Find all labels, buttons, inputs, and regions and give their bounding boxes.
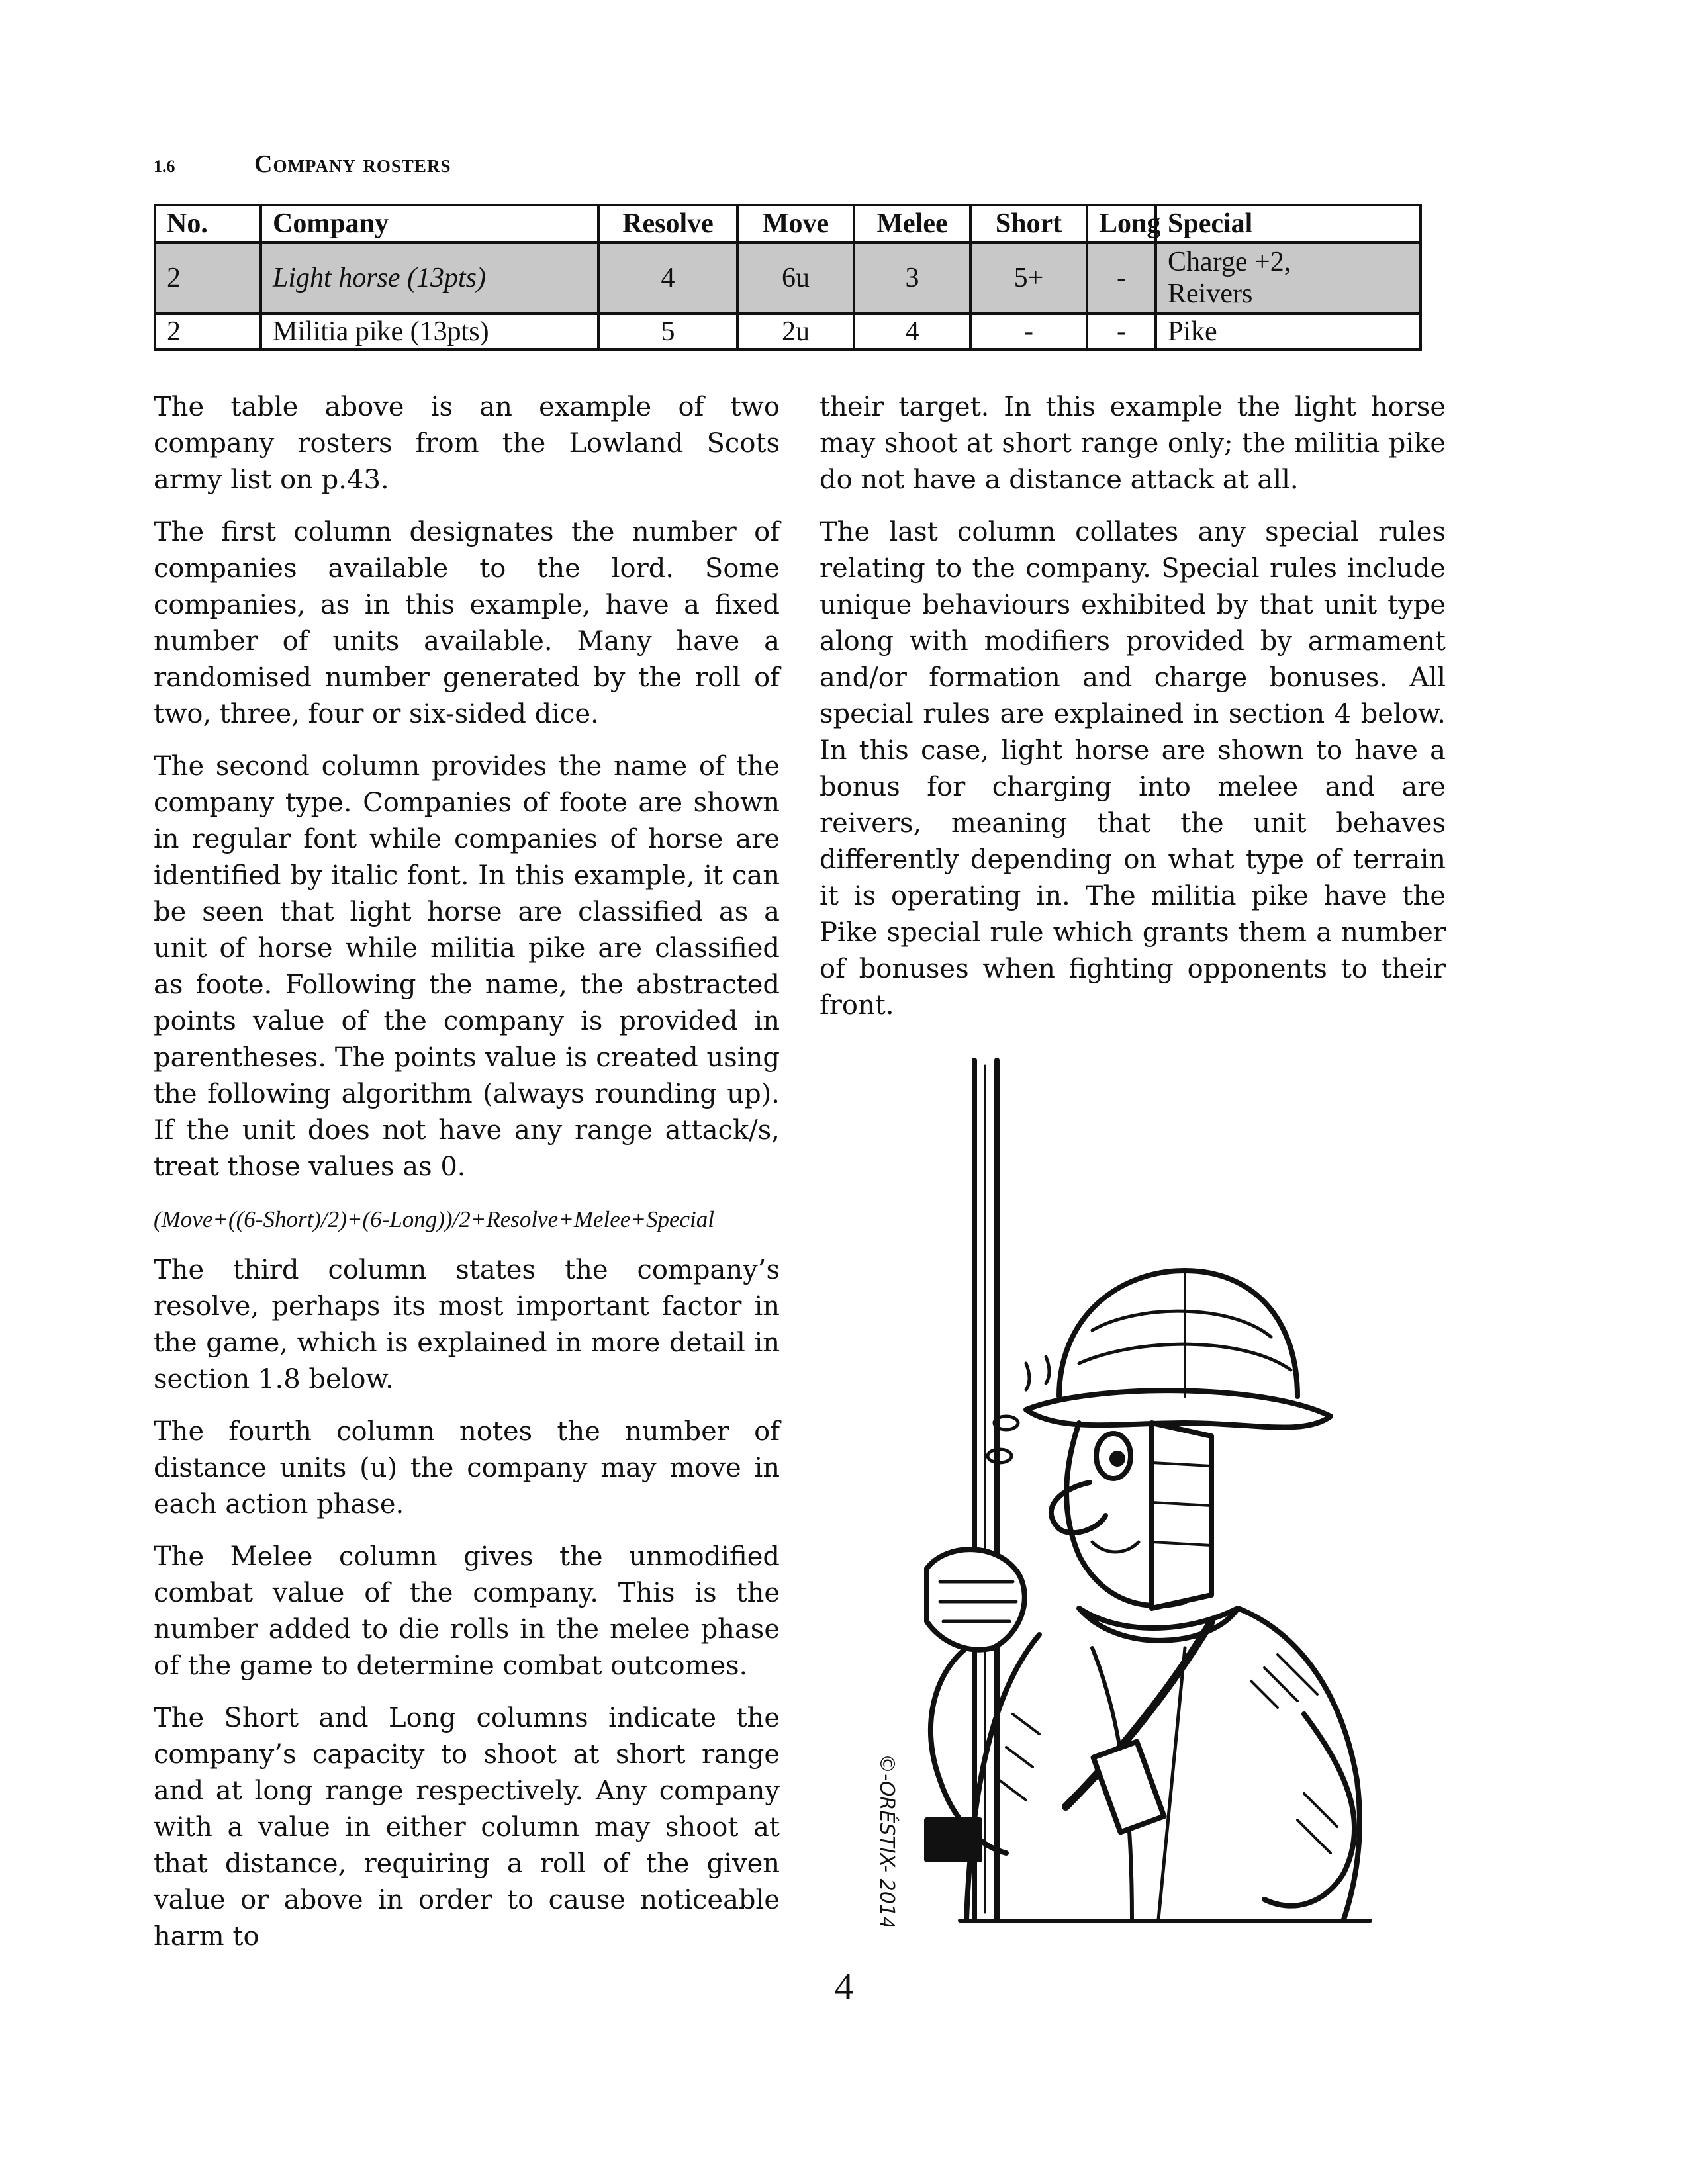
- cell-special: Pike: [1156, 314, 1421, 349]
- left-text-column: [154, 389, 780, 1971]
- table-row: [155, 242, 1421, 314]
- header-resolve: Resolve: [598, 205, 737, 242]
- cell-move: 6u: [737, 242, 854, 314]
- paragraph: The last column collates any special rules relating to the company. Special rules include unique behaviours exhibited by that unit type along with modifiers provided by armament and/or formation and charge bonuses. All special rules are explained in section 4 below. In this case, light horse are shown to have a bonus for charging into melee and are reivers, meaning that the unit behaves differently depending on what type of terrain it is operating in. The militia pike have the Pike special rule which grants them a number of bonuses when fighting opponents to their front.: [820, 517, 1446, 1021]
- illustration-signature: ©-ORÉSTIX- 2014: [875, 1754, 898, 1926]
- paragraph: The first column designates the number of companies available to the lord. Some companies, as in this example, have a fixed number of units available. Many have a randomised number generated by the roll of two, three, four or six-sided dice.: [154, 517, 780, 729]
- cell-no: 2: [155, 314, 261, 349]
- paragraph: The second column provides the name of the company type. Companies of foote are shown in regular font while companies of horse are identified by italic font. In this example, it can be seen that light horse are classified as a unit of horse while militia pike are classified as foote. Following the name, the abstracted points value of the company is provided in parentheses. The points value is created using the following algorithm (always rounding up). If the unit does not have any range attack/s, treat those values as 0.: [154, 751, 780, 1182]
- paragraph: their target. In this example the light horse may shoot at short range only; the militia pike do not have a distance attack at all.: [820, 392, 1446, 495]
- cell-company: Light horse (13pts): [261, 242, 598, 314]
- paragraph: The fourth column notes the number of distance units (u) the company may move in each action phase.: [154, 1416, 780, 1520]
- right-text-column: [820, 389, 1446, 1040]
- cell-short: 5+: [970, 242, 1087, 314]
- header-long: Long: [1087, 205, 1156, 242]
- table-header-row: [155, 205, 1421, 242]
- header-no: No.: [155, 205, 261, 242]
- header-short: Short: [970, 205, 1087, 242]
- cell-melee: 4: [854, 314, 970, 349]
- section-number: 1.6: [154, 157, 175, 176]
- header-special: Special: [1156, 205, 1421, 242]
- cell-move: 2u: [737, 314, 854, 349]
- cell-no: 2: [155, 242, 261, 314]
- cell-company: Militia pike (13pts): [261, 314, 598, 349]
- table-row: [155, 314, 1421, 349]
- header-company: Company: [261, 205, 598, 242]
- page-number: 4: [834, 1965, 854, 2008]
- paragraph: The Short and Long columns indicate the company’s capacity to shoot at short range and at long range respectively. Any company with a value in either column may shoot at that distance, requiring a roll of the given value or above in order to cause noticeable harm to: [154, 1703, 780, 1952]
- paragraph: The Melee column gives the unmodified combat value of the company. This is the number added to die rolls in the melee phase of the game to determine combat outcomes.: [154, 1541, 780, 1681]
- cell-resolve: 5: [598, 314, 737, 349]
- paragraph: The table above is an example of two company rosters from the Lowland Scots army list on p.43.: [154, 392, 780, 495]
- cell-long: -: [1087, 242, 1156, 314]
- header-melee: Melee: [854, 205, 970, 242]
- points-formula: (Move+((6-Short)/2)+(6-Long))/2+Resolve+Melee+Special: [154, 1206, 714, 1232]
- cell-long: -: [1087, 314, 1156, 349]
- pikeman-drawing: [841, 1052, 1423, 1926]
- header-move: Move: [737, 205, 854, 242]
- cell-special: [1156, 242, 1421, 314]
- paragraph: The third column states the company’s resolve, perhaps its most important factor in the game, which is explained in more detail in section 1.8 below.: [154, 1255, 780, 1394]
- special-line: Charge +2,: [1168, 247, 1291, 277]
- special-line: Reivers: [1168, 279, 1253, 309]
- cell-melee: 3: [854, 242, 970, 314]
- pikeman-illustration: [841, 1052, 1423, 1926]
- cell-resolve: 4: [598, 242, 737, 314]
- section-heading: [154, 150, 451, 179]
- company-roster-table: [154, 204, 1422, 351]
- section-title: Company rosters: [254, 150, 451, 178]
- cell-short: -: [970, 314, 1087, 349]
